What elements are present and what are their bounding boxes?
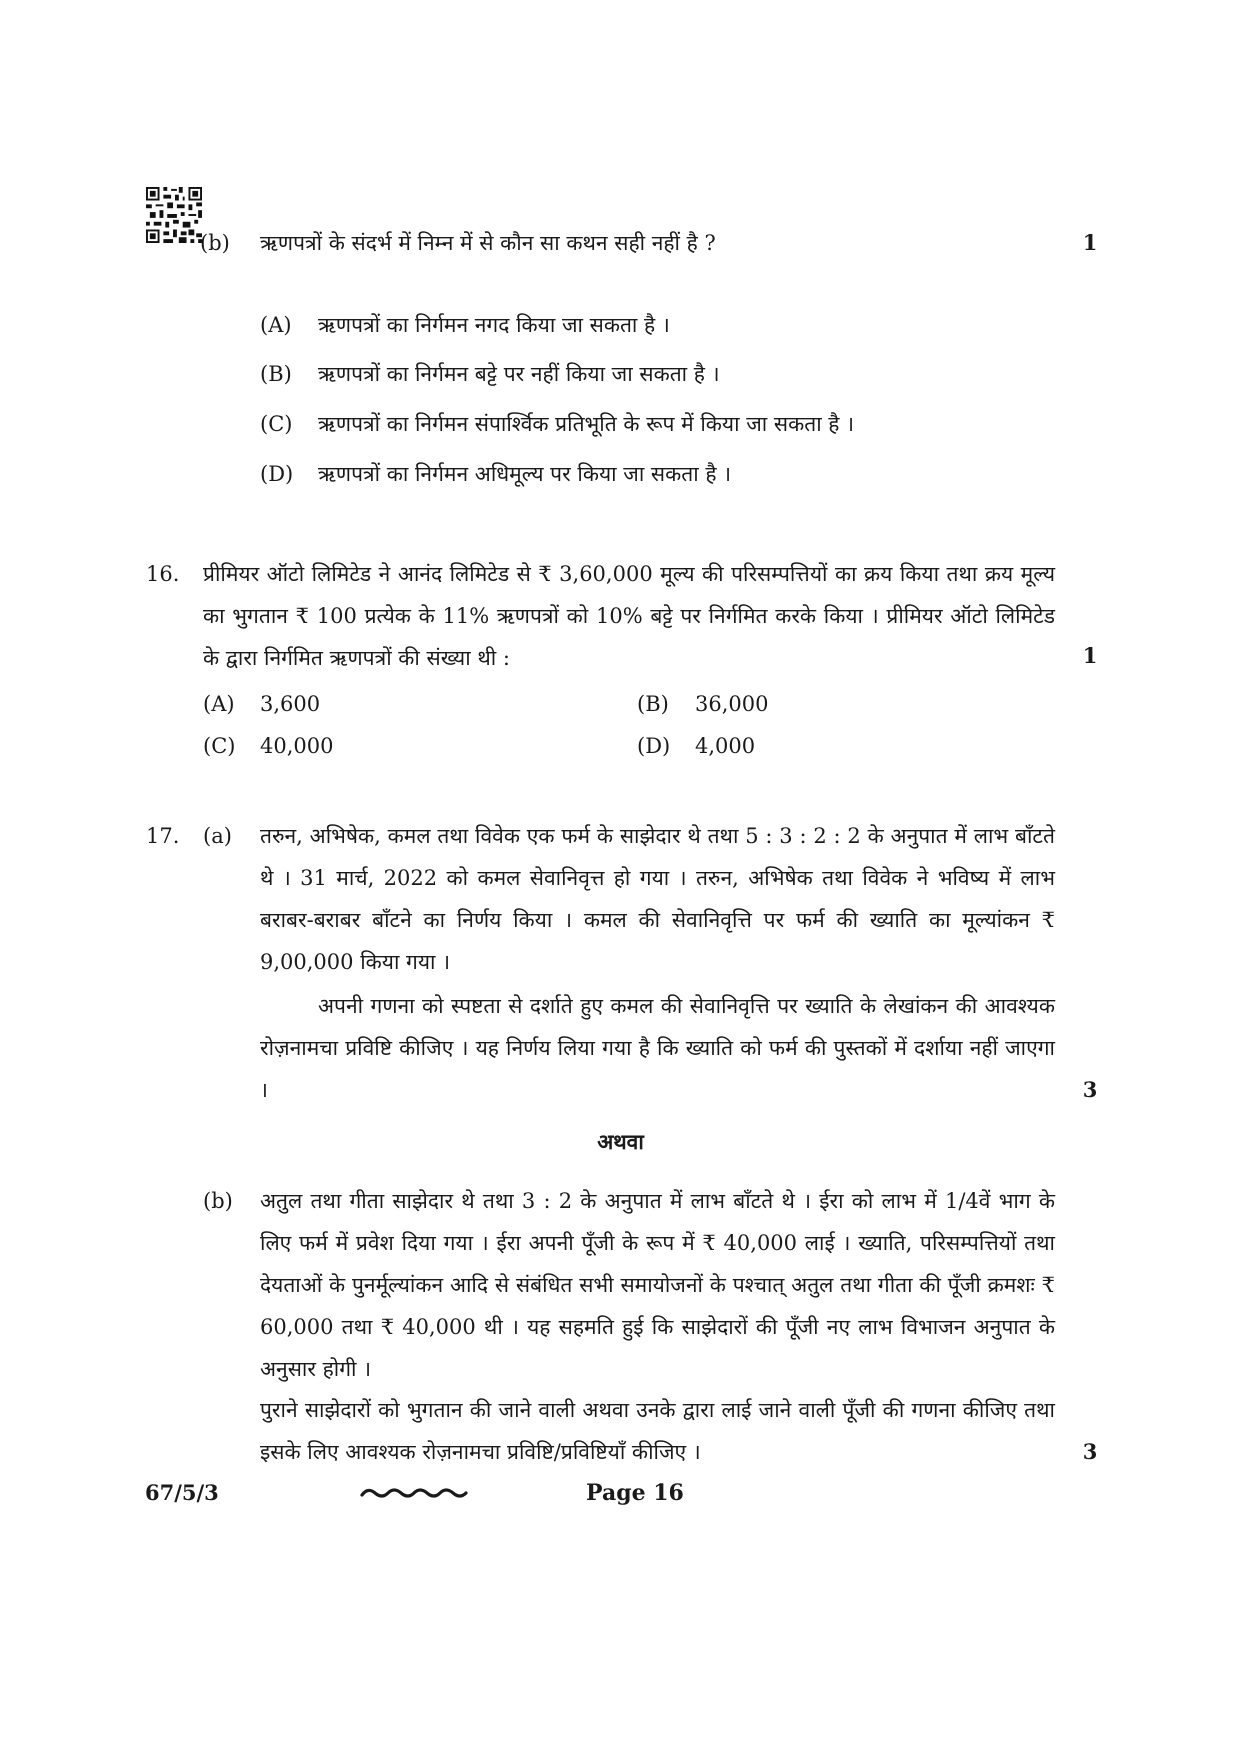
question-17b-para2: पुराने साझेदारों को भुगतान की जाने वाली अथवा उनके द्वारा लाई जाने वाली पूँजी की गणना कीजिए तथा इसके लिए आवश्यक रोज़नामचा प्रविष्टि/प्रविष्टियाँ कीजिए । bbox=[260, 1398, 1055, 1464]
wave-ornament-icon bbox=[360, 1483, 468, 1503]
q15b-option-d-label: (D) bbox=[260, 462, 294, 486]
question-17a-marks: 3 bbox=[1082, 1077, 1098, 1102]
question-17a-para2: अपनी गणना को स्पष्टता से दर्शाते हुए कमल की सेवानिवृत्ति पर ख्याति के लेखांकन की आवश्यक रोज़नामचा प्रविष्टि कीजिए । यह निर्णय लिया गया है कि ख्याति को फर्म की पुस्तकों में दर्शाया नहीं जाएगा । bbox=[260, 994, 1055, 1102]
q16-option-b-text: 36,000 bbox=[695, 692, 769, 716]
q16-option-a-label: (A) bbox=[203, 692, 235, 716]
qr-code-icon bbox=[145, 187, 203, 243]
page-number: Page 16 bbox=[586, 1480, 684, 1506]
question-17b-label: (b) bbox=[203, 1189, 233, 1213]
q15b-option-d-text: ऋणपत्रों का निर्गमन अधिमूल्य पर किया जा सकता है । bbox=[318, 462, 732, 486]
q15b-option-c-label: (C) bbox=[260, 412, 293, 436]
question-17b-para1: अतुल तथा गीता साझेदार थे तथा 3 : 2 के अनुपात में लाभ बाँटते थे । ईरा को लाभ में 1/4वें भाग के लिए फर्म में प्रवेश दिया गया । ईरा अपनी पूँजी के रूप में ₹ 40,000 लाई । ख्याति, परिसम्पत्तियों तथा देयताओं के पुनर्मूल्यांकन आदि से संबंधित सभी समायोजनों के पश्चात् अतुल तथा गीता की पूँजी क्रमशः ₹ 60,000 तथा ₹ 40,000 थी । यह सहमति हुई कि साझेदारों की पूँजी नए लाभ विभाजन अनुपात के अनुसार होगी । bbox=[260, 1189, 1055, 1381]
q15b-option-b-label: (B) bbox=[260, 362, 292, 386]
question-17b-marks: 3 bbox=[1082, 1439, 1098, 1464]
question-17-number: 17. bbox=[146, 824, 180, 848]
or-separator: अथवा bbox=[597, 1129, 644, 1154]
q15b-option-a-label: (A) bbox=[260, 313, 292, 337]
question-15b-marks: 1 bbox=[1082, 230, 1098, 255]
question-17a-para1: तरुन, अभिषेक, कमल तथा विवेक एक फर्म के साझेदार थे तथा 5 : 3 : 2 : 2 के अनुपात में लाभ बाँटते थे । 31 मार्च, 2022 को कमल सेवानिवृत्त हो गया । तरुन, अभिषेक तथा विवेक ने भविष्य में लाभ बराबर-बराबर बाँटने का निर्णय किया । कमल की सेवानिवृत्ति पर फर्म की ख्याति का मूल्यांकन ₹ 9,00,000 किया गया । bbox=[260, 824, 1055, 974]
question-15b-label: (b) bbox=[200, 231, 230, 255]
q16-option-d-label: (D) bbox=[637, 734, 671, 758]
question-17a-label: (a) bbox=[203, 824, 232, 848]
question-16-number: 16. bbox=[146, 562, 180, 586]
question-16-text: प्रीमियर ऑटो लिमिटेड ने आनंद लिमिटेड से ₹ 3,60,000 मूल्य की परिसम्पत्तियों का क्रय किया तथा क्रय मूल्य का भुगतान ₹ 100 प्रत्येक के 11% ऋणपत्रों को 10% बट्टे पर निर्गमित करके किया । प्रीमियर ऑटो लिमिटेड के द्वारा निर्गमित ऋणपत्रों की संख्या थी : bbox=[203, 562, 1055, 670]
q15b-option-c-text: ऋणपत्रों का निर्गमन संपार्श्विक प्रतिभूति के रूप में किया जा सकता है । bbox=[318, 412, 855, 436]
q15b-option-a-text: ऋणपत्रों का निर्गमन नगद किया जा सकता है । bbox=[318, 313, 670, 337]
q16-option-b-label: (B) bbox=[637, 692, 669, 716]
q16-option-d-text: 4,000 bbox=[695, 734, 756, 758]
q16-option-a-text: 3,600 bbox=[260, 692, 321, 716]
paper-code: 67/5/3 bbox=[145, 1480, 219, 1505]
q16-option-c-text: 40,000 bbox=[260, 734, 334, 758]
q15b-option-b-text: ऋणपत्रों का निर्गमन बट्टे पर नहीं किया जा सकता है । bbox=[318, 362, 720, 386]
q16-option-c-label: (C) bbox=[203, 734, 236, 758]
question-15b-text: ऋणपत्रों के संदर्भ में निम्न में से कौन सा कथन सही नहीं है ? bbox=[260, 231, 716, 255]
question-16-marks: 1 bbox=[1082, 643, 1098, 668]
